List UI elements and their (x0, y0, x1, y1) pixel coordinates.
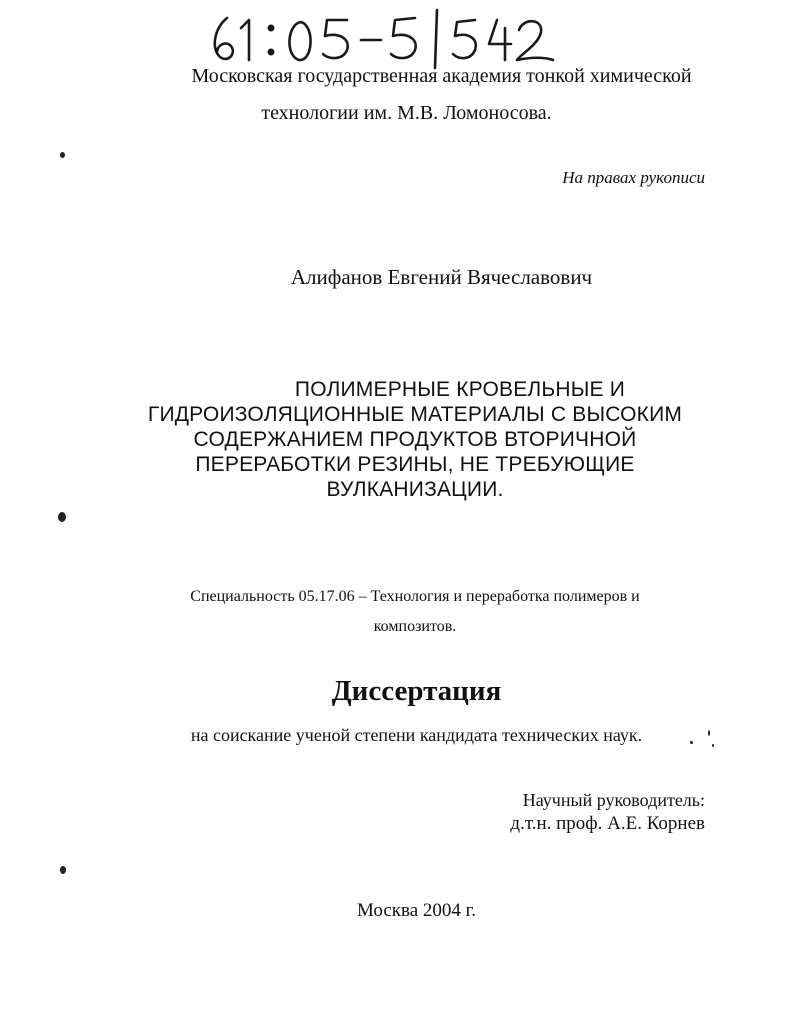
supervisor-label: Научный руководитель: (522, 790, 705, 810)
specialty-line2: композитов. (373, 618, 457, 635)
document-type-heading: Диссертация (331, 675, 502, 707)
scan-speck (690, 741, 693, 744)
institution-name-line2: технологии им. М.В. Ломоносова. (261, 102, 552, 124)
scan-speck (60, 866, 66, 874)
title-line: ПОЛИМЕРНЫЕ КРОВЕЛЬНЫЕ И (294, 378, 626, 401)
author-name: Алифанов Евгений Вячеславович (290, 265, 593, 289)
title-line: ПЕРЕРАБОТКИ РЕЗИНЫ, НЕ ТРЕБУЮЩИЕ (195, 453, 635, 476)
scan-speck (708, 730, 710, 736)
title-line: ВУЛКАНИЗАЦИИ. (326, 478, 504, 501)
title-line: ГИДРОИЗОЛЯЦИОННЫЕ МАТЕРИАЛЫ С ВЫСОКИМ (147, 403, 683, 426)
degree-line: на соискание ученой степени кандидата технических наук. (190, 725, 643, 745)
scan-speck (58, 512, 66, 522)
dissertation-title (100, 377, 730, 502)
manuscript-note: На правах рукописи (562, 168, 705, 187)
institution-name-line1: Московская государственная академия тонкой химической (191, 65, 692, 87)
specialty-line1: Специальность 05.17.06 – Технология и переработка полимеров и (190, 588, 640, 605)
scan-speck (712, 744, 714, 747)
city-year: Москва 2004 г. (356, 900, 477, 921)
title-line: СОДЕРЖАНИЕМ ПРОДУКТОВ ВТОРИЧНОЙ (193, 428, 637, 451)
supervisor-name: д.т.н. проф. А.Е. Корнев (510, 813, 705, 834)
handwritten-archive-code (205, 6, 565, 70)
scan-speck (60, 152, 65, 158)
specialty (150, 582, 680, 642)
